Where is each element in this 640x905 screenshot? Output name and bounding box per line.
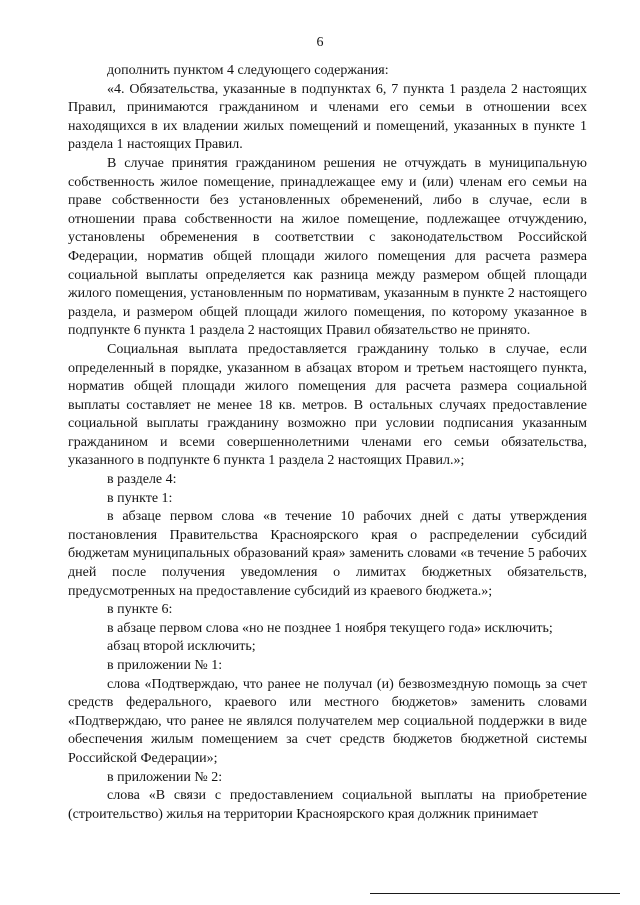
document-body (68, 62, 587, 824)
paragraph-obligations: «4. Обязательства, указанные в подпунктах 6, 7 пункта 1 раздела 2 настоящих Правил, принимаются гражданином и членами его семьи в отношении всех находящихся в их владении жилых помещений и помещений, указанных в пункте 1 раздела 1 настоящих Правил. (68, 81, 587, 153)
paragraph-social-payment: Социальная выплата предоставляется гражданину только в случае, если определенный в порядке, указанном в абзацах втором и третьем настоящего пункта, норматив общей площади жилого помещения для расчета размера социальной выплаты составляет не менее 18 кв. метров. В остальных случаях предоставление социальной выплаты гражданину возможно при условии подписания указанным гражданином и всеми совершеннолетними членами его семьи обязательства, указанного в подпункте 6 пункта 1 раздела 2 настоящих Правил.»; (68, 341, 587, 469)
paragraph-point-1-change: в абзаце первом слова «в течение 10 рабочих дней с даты утверждения постановления Правительства Красноярского края о распределении субсидий бюджетам муниципальных образований края» заменить словами «в течение 5 рабочих дней после получения уведомления о лимитах бюджетных обязательств, предусмотренных на предоставление субсидий из краевого бюджета.»; (68, 509, 587, 599)
paragraph-appendix-2-change: слова «В связи с предоставлением социальной выплаты на приобретение (строительство) жилья на территории Красноярского края должник принимает (68, 788, 587, 822)
paragraph-point-6-change: в абзаце первом слова «но не позднее 1 ноября текущего года» исключить; (107, 620, 553, 636)
paragraph-point-1: в пункте 1: (107, 490, 173, 506)
paragraph-point-6: в пункте 6: (107, 602, 173, 618)
paragraph-appendix-1: в приложении № 1: (107, 658, 223, 673)
paragraph-appendix-2: в приложении № 2: (107, 769, 223, 785)
paragraph-second-abzac: абзац второй исключить; (107, 639, 256, 655)
footer-rule (370, 893, 620, 894)
paragraph-appendix-1-change: слова «Подтверждаю, что ранее не получал (и) безвозмездную помощь за счет средств федерального, краевого или местного бюджетов» заменить словами «Подтверждаю, что ранее не являлся получателем мер социальной поддержки в виде обеспечения жилым помещением за счет средств бюджетов бюджетной системы Российской Федерации»; (68, 676, 587, 766)
paragraph-section-4: в разделе 4: (107, 472, 177, 488)
paragraph-intro: дополнить пунктом 4 следующего содержания: (107, 63, 389, 78)
paragraph-decision-case: В случае принятия гражданином решения не отчуждать в муниципальную собственность жилое помещение, принадлежащее ему и (или) членам его семьи на праве собственности без установленных обременений, либо в случае, если в отношении права собственности на жилое помещение, подлежащее отчуждению, установлены обременения в соответствии с законодательством Российской Федерации, норматив общей площади жилого помещения для расчета размера социальной выплаты определяется как разница между размером общей площади жилого помещения, установленным по нормативам, указанным в пункте 2 настоящего раздела, и размером общей площади жилого помещения, по которому указанное в подпункте 6 пункта 1 раздела 2 настоящих Правил обязательство не принято. (68, 155, 587, 339)
page-number: 6 (316, 35, 324, 50)
